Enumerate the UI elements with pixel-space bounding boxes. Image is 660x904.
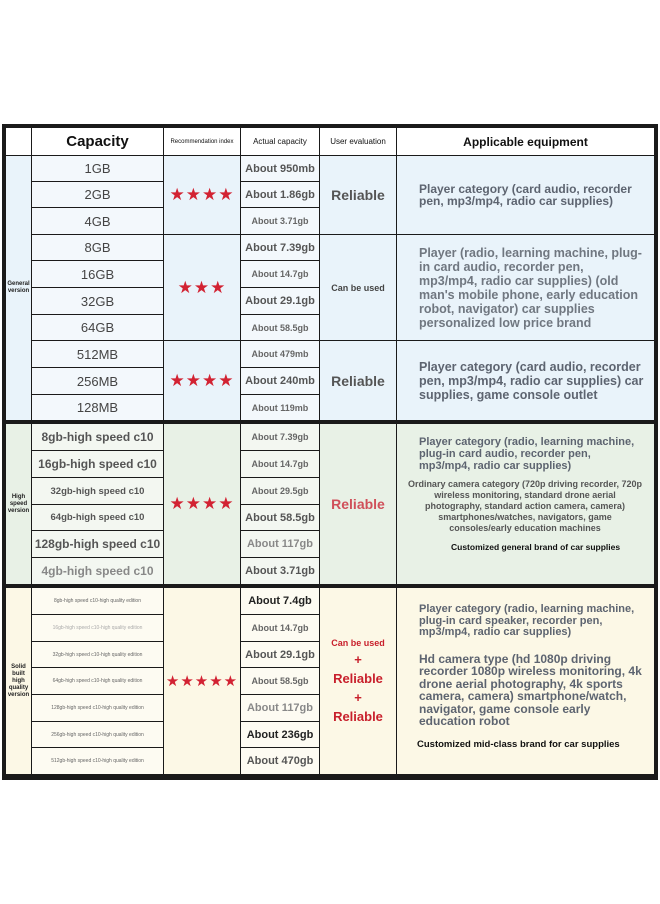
- actual-capacity: About 470gb: [241, 748, 319, 774]
- capacity-cell: 8gb-high speed c10: [32, 424, 163, 450]
- equipment-camera: Hd camera type (hd 1080p driving recorder 1080p wireless monitoring, 4k drone aerial photography, 4k sports camera, camera) smartphone/watch, navigator, game console early education robot: [419, 651, 642, 728]
- actual-capacity: About 117gb: [241, 531, 319, 557]
- equipment-player: Player category (radio, learning machine, plug-in card speaker, recorder pen, mp3/mp4, radio car supplies): [419, 603, 635, 638]
- actual-capacity: About 29.5gb: [241, 478, 319, 504]
- recommendation-stars: ★★★: [164, 235, 240, 340]
- brand-note: Customized general brand of car supplies: [451, 542, 621, 552]
- brand-note: Customized mid-class brand for car supplies: [417, 738, 620, 750]
- capacity-cell: 128gb-high speed c10: [32, 531, 163, 557]
- capacity-cell: 4gb-high speed c10: [32, 558, 163, 584]
- actual-capacity: About 29.1gb: [241, 288, 319, 314]
- actual-capacity: About 119mb: [241, 395, 319, 420]
- applicable-equipment: Player category (card audio, recorder pen, mp3/mp4, radio car supplies): [397, 156, 654, 234]
- capacity-cell: 16gb-high speed c10-high quality edition: [32, 615, 163, 641]
- capacity-cell: 1GB: [32, 156, 163, 181]
- equipment-player: Player category (radio, learning machine, plug-in card audio, recorder pen, mp3/mp4, radio car supplies): [419, 436, 635, 472]
- capacity-cell: 64GB: [32, 315, 163, 340]
- applicable-equipment: Player category (card audio, recorder pen, mp3/mp4, radio car supplies) car supplies, game console outlet: [397, 341, 654, 420]
- user-evaluation: Reliable: [320, 424, 396, 584]
- capacity-cell: 32gb-high speed c10: [32, 478, 163, 504]
- actual-capacity: About 117gb: [241, 695, 319, 721]
- header-capacity: Capacity: [32, 128, 163, 155]
- actual-capacity: About 7.39gb: [241, 424, 319, 450]
- actual-capacity: About 29.1gb: [241, 642, 319, 667]
- capacity-cell: 8GB: [32, 235, 163, 260]
- capacity-cell: 64gb-high speed c10: [32, 505, 163, 530]
- header-group-cell: [6, 128, 31, 155]
- applicable-equipment: [397, 424, 654, 584]
- actual-capacity: About 950mb: [241, 156, 319, 181]
- evaluation-reliable: Reliable: [333, 671, 383, 686]
- actual-capacity: About 58.5gb: [241, 505, 319, 530]
- capacity-cell: 32gb-high speed c10-high quality edition: [32, 642, 163, 667]
- actual-capacity: About 7.39gb: [241, 235, 319, 260]
- capacity-cell: 512MB: [32, 341, 163, 367]
- applicable-equipment: [397, 588, 654, 774]
- actual-capacity: About 14.7gb: [241, 261, 319, 287]
- actual-capacity: About 58.5gb: [241, 315, 319, 340]
- evaluation-reliable: Reliable: [333, 709, 383, 724]
- capacity-cell: 64gb-high speed c10-high quality edition: [32, 668, 163, 694]
- actual-capacity: About 240mb: [241, 368, 319, 394]
- recommendation-stars: ★★★★: [164, 156, 240, 234]
- header-actual: Actual capacity: [241, 128, 319, 155]
- capacity-cell: 16gb-high speed c10: [32, 451, 163, 477]
- capacity-table: [2, 124, 658, 780]
- capacity-cell: 4GB: [32, 208, 163, 234]
- group-label-general: General version: [6, 156, 31, 420]
- recommendation-stars: ★★★★: [164, 424, 240, 584]
- capacity-cell: 256gb-high speed c10-high quality edition: [32, 722, 163, 747]
- capacity-cell: 128MB: [32, 395, 163, 420]
- capacity-cell: 256MB: [32, 368, 163, 394]
- evaluation-can-be-used: Can be used: [331, 638, 385, 648]
- evaluation-plus: +: [354, 690, 362, 705]
- actual-capacity: About 1.86gb: [241, 182, 319, 207]
- capacity-cell: 16GB: [32, 261, 163, 287]
- recommendation-stars: ★★★★: [164, 341, 240, 420]
- user-evaluation: Can be used: [320, 235, 396, 340]
- actual-capacity: About 7.4gb: [241, 588, 319, 614]
- actual-capacity: About 3.71gb: [241, 558, 319, 584]
- equipment-camera: Ordinary camera category (720p driving recorder, 720p wireless monitoring, standard drone aerial photography, standard action camera, camera) smartphones/watches, navigators, game consoles/early education machines: [407, 479, 643, 533]
- header-recommendation: Recommendation index: [164, 128, 240, 155]
- recommendation-stars: ★★★★★: [164, 588, 240, 774]
- actual-capacity: About 14.7gb: [241, 615, 319, 641]
- user-evaluation: [320, 588, 396, 774]
- actual-capacity: About 236gb: [241, 722, 319, 747]
- actual-capacity: About 58.5gb: [241, 668, 319, 694]
- actual-capacity: About 3.71gb: [241, 208, 319, 234]
- header-equipment: Applicable equipment: [397, 128, 654, 155]
- group-label-solid: Solid built high quality version: [6, 588, 31, 774]
- applicable-equipment: Player (radio, learning machine, plug-in card audio, recorder pen, mp3/mp4, radio car supplies) (old man's mobile phone, early education robot, navigator) car supplies personalized low price brand: [397, 235, 654, 340]
- capacity-cell: 512gb-high speed c10-high quality edition: [32, 748, 163, 774]
- actual-capacity: About 479mb: [241, 341, 319, 367]
- user-evaluation: Reliable: [320, 156, 396, 234]
- capacity-cell: 128gb-high speed c10-high quality edition: [32, 695, 163, 721]
- capacity-cell: 2GB: [32, 182, 163, 207]
- capacity-cell: 8gb-high speed c10-high quality edition: [32, 588, 163, 614]
- evaluation-plus: +: [354, 652, 362, 667]
- header-evaluation: User evaluation: [320, 128, 396, 155]
- actual-capacity: About 14.7gb: [241, 451, 319, 477]
- user-evaluation: Reliable: [320, 341, 396, 420]
- group-label-high-speed: High speed version: [6, 424, 31, 584]
- capacity-cell: 32GB: [32, 288, 163, 314]
